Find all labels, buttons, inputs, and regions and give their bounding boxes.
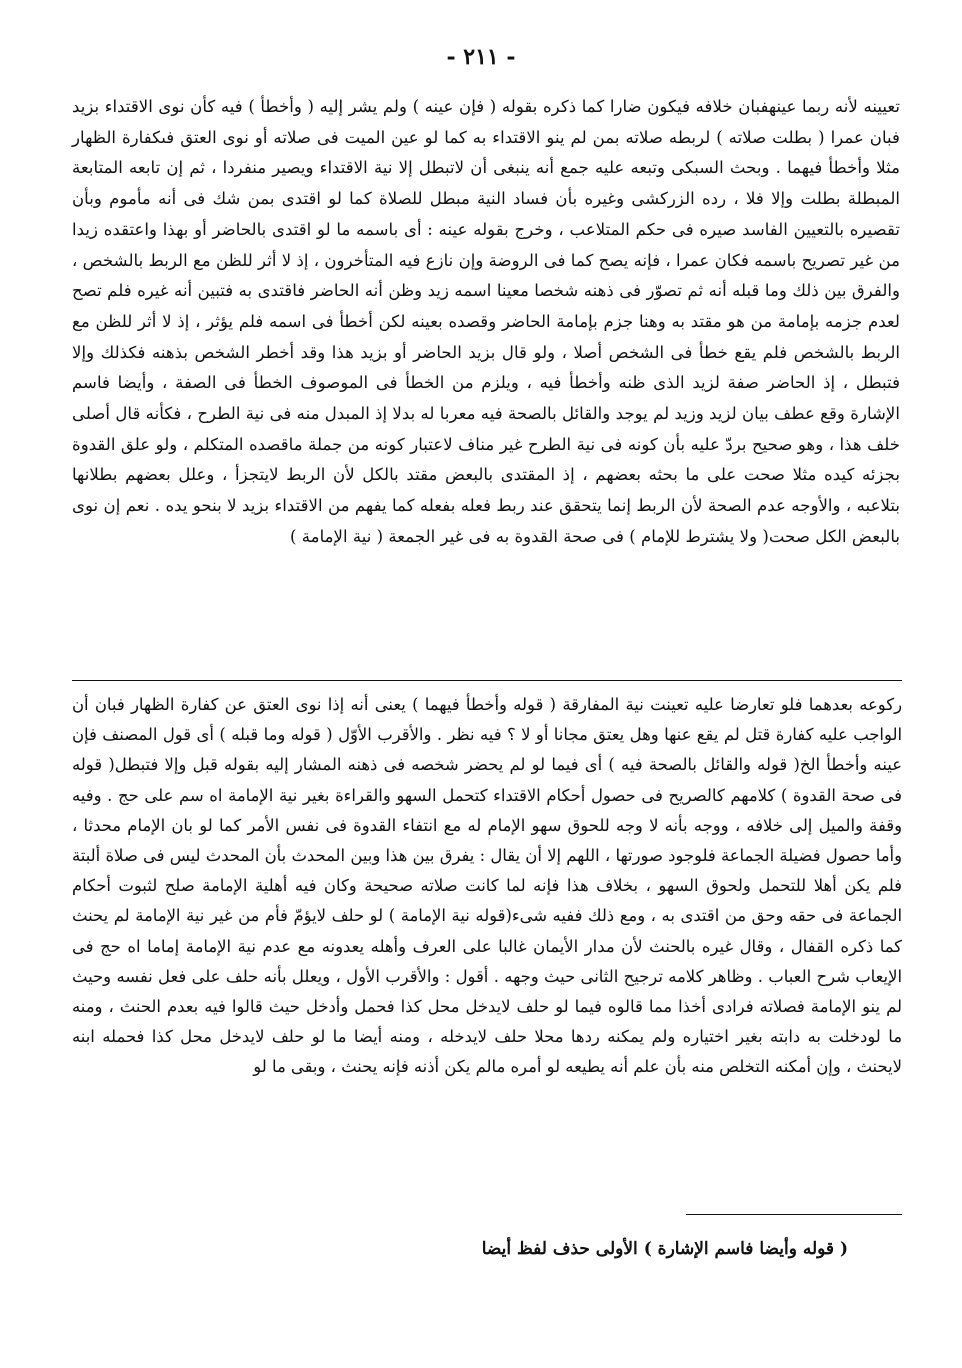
footnote-paragraph: ركوعه بعدهما فلو تعارضا عليه تعينت نية المفارقة ( قوله وأخطأ فيهما ) يعنى أنه إذا نوى العتق عن كفارة الظهار فبان أن الواجب عليه كفارة قتل لم يقع عنها وهل يعتق مجانا أو لا ؟ فيه نظر . والأقرب الأوّل ( قوله وما قبله ) أى قول المصنف فإن عينه وأخطأ الخ( قوله والقائل بالصحة فيه ) أى فيما لو لم يحضر شخصه فى ذهنه المشار إليه بقوله قبل وإلا فتبطل( قوله فى صحة القدوة ) كلامهم كالصريح فى حصول أحكام الاقتداء كتحمل السهو والقراءة بغير نية الإمامة اه سم على حج . وفيه وقفة والميل إلى خلافه ، ووجه بأنه لا وجه للحوق سهو الإمام له مع انتفاء القدوة فى نفس الأمر كما لو بان الإمام محدثا ، وأما حصول فضيلة الجماعة فلوجود صورتها ، اللهم إلا أن يقال : يفرق بين هذا وبين المحدث بأن المحدث ليس فى صلاة ألبتة فلم يكن أهلا للتحمل ولحوق السهو ، بخلاف هذا فإنه لما كانت صلاته صحيحة وكان فيه أهلية الإمامة صلح لثبوت أحكام الجماعة فى حقه وحق من اقتدى به ، ومع ذلك ففيه شىء(قوله نية الإمامة ) لو حلف لايؤمّ فأم من غير نية الإمامة لم يحنث كما ذكره القفال ، وقال غيره بالحنث لأن مدار الأيمان غالبا على العرف وأهله يعدونه مع عدم نية الإمامة إماما اه حج فى الإيعاب شرح العباب . وظاهر كلامه ترجيح الثانى حيث وجهه . أقول : والأقرب الأول ، ويعلل بأنه حلف على فعل نفسه وحيث لم ينو الإمامة فصلاته فرادى أخذا مما قالوه فيما لو حلف لايدخل محل كذا فحمل وأدخل حيث قالوا فيه بعدم الحنث ، ومنه ما لودخلت به دابته بغير اختياره ولم يمكنه ردها محلا حلف لايدخله ، ومنه أيضا ما لو حلف لايدخل محل كذا فحمله ابنه لايحنث ، وإن أمكنه التخلص منه بأن علم أنه يطيعه لو أمره مالم يكن أذنه فإنه يحنث ، وبقى ما لو	[72, 695, 902, 1077]
footnote-divider-rule	[72, 680, 902, 681]
main-paragraph: تعيينه لأنه ربما عينهفبان خلافه فيكون ضارا كما ذكره بقوله ( فإن عينه ) ولم يشر إليه ( وأخطأ ) فيه كأن نوى الاقتداء بزيد فبان عمرا ( بطلت صلاته ) لربطه صلاته بمن لم ينو الاقتداء به كما لو عين الميت فى صلاته أو نوى العتق فىكفارة الظهار مثلا وأخطأ فيهما . وبحث السبكى وتبعه عليه جمع أنه ينبغى أن لاتبطل إلا نية الاقتداء ويصير منفردا ، ثم إن تابعه المتابعة المبطلة بطلت وإلا فلا ، رده الزركشى وغيره بأن فساد النية مبطل للصلاة كما لو اقتدى بمن شك فى أنه مأموم وبأن تقصيره بالتعيين الفاسد صيره فى حكم المتلاعب ، وخرج بقوله عينه : أى باسمه ما لو اقتدى بالحاضر أو بهذا واعتقده زيدا من غير تصريح باسمه فكان عمرا ، فإنه يصح كما فى الروضة وإن نازع فيه المتأخرون ، إذ لا أثر للظن مع الربط بالشخص ، والفرق بين ذلك وما قبله أنه ثم تصوّر فى ذهنه شخصا معينا اسمه زيد وظن أنه الحاضر فاقتدى به فتبين أنه غيره فلم تصح لعدم جزمه بإمامة من هو مقتد به وهنا جزم بإمامة الحاضر وقصده بعينه لكن أخطأ فى اسمه فلم يؤثر ، إذ لا أثر للظن مع الربط بالشخص فلم يقع خطأ فى الشخص أصلا ، ولو قال بزيد الحاضر أو بزيد هذا وقد أخطر الشخص بذهنه فكذلك وإلا فتبطل ، إذ الحاضر صفة لزيد الذى ظنه وأخطأ فيه ، ويلزم من الخطأ فى الموصوف الخطأ فى الصفة ، وأيضا فاسم الإشارة وقع عطف بيان لزيد وزيد لم يوجد والقائل بالصحة فيه معربا له بدلا إذ المبدل منه فى نية الطرح ، فكأنه قال أصلى خلف هذا ، وهو صحيح بردّ عليه بأن كونه فى نية الطرح غير مناف لاعتبار كونه من جملة ماقصده المتكلم ، ولو علق القدوة بجزئه كيده مثلا صحت على ما بحثه بعضهم ، إذ المقتدى بالبعض مقتد بالكل لأن الربط لايتجزأ ، وعلل بعضهم بطلانها بتلاعبه ، والأوجه عدم الصحة لأن الربط إنما يتحقق عند ربط فعله بفعله كما يفهم من الاقتداء بزيد لا بنحو يده . نعم إن نوى بالبعض الكل صحت( ولا يشترط للإمام ) فى صحة القدوة به فى غير الجمعة ( نية الإمامة )	[72, 97, 900, 546]
bottom-note: ( قوله وأيضا فاسم الإشارة ) الأولى حذف لفظ أيضا	[481, 1239, 848, 1259]
page-number: - ٢١١ -	[446, 44, 516, 70]
bottom-note-divider-rule	[686, 1214, 902, 1215]
main-text-block	[72, 92, 900, 553]
footnote-text-block	[72, 690, 902, 1083]
